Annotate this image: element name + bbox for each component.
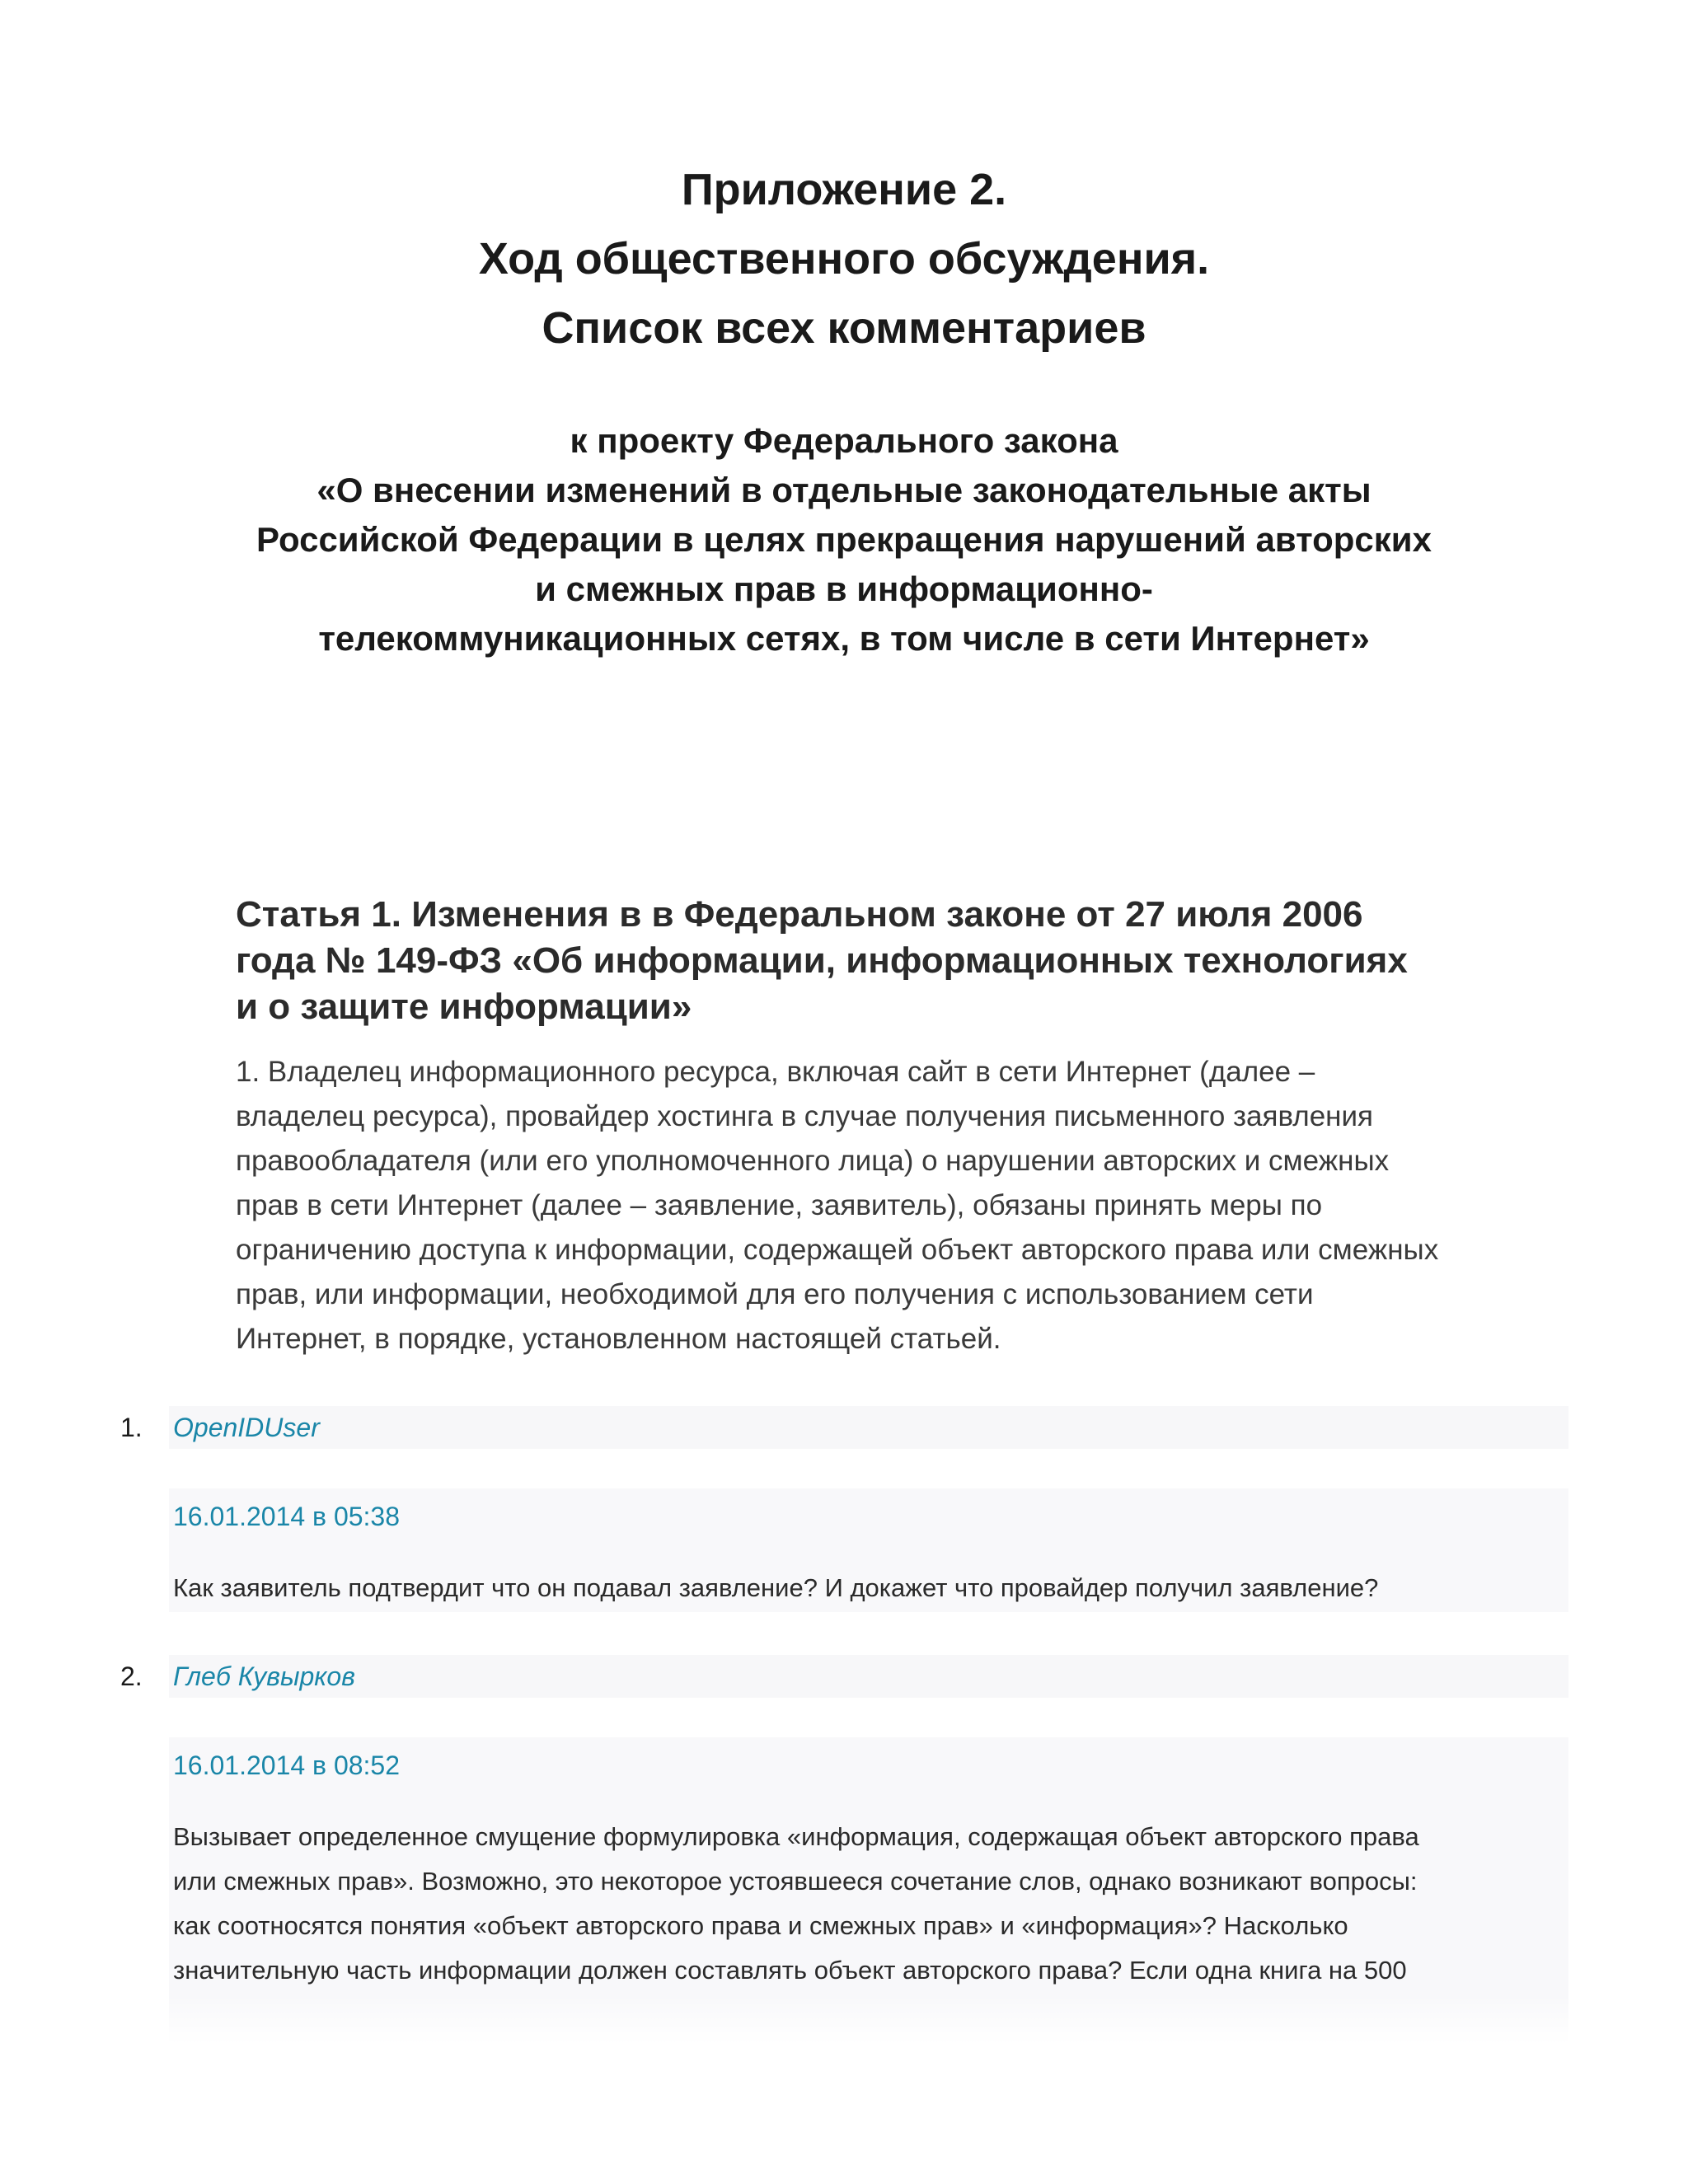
comment-number: 2. <box>120 1661 143 1691</box>
article-text-line: прав в сети Интернет (далее – заявление, заявитель), обязаны принять меры по <box>236 1189 1323 1221</box>
article-text-line: прав, или информации, необходимой для его получения с использованием сети <box>236 1278 1314 1310</box>
title-line: Ход общественного обсуждения. <box>478 234 1210 284</box>
article-title-line: года № 149-ФЗ «Об информации, информационных технологиях <box>236 940 1408 981</box>
article-text-line: правообладателя (или его уполномоченного лица) о нарушении авторских и смежных <box>236 1145 1390 1177</box>
article-text-line: ограничению доступа к информации, содержащей объект авторского права или смежных <box>236 1234 1439 1266</box>
comment-text <box>173 1566 1533 1610</box>
article-text <box>236 1050 1571 1361</box>
subtitle-line: Российской Федерации в целях прекращения нарушений авторских <box>256 520 1432 559</box>
article-text-line: 1. Владелец информационного ресурса, включая сайт в сети Интернет (далее – <box>236 1056 1315 1088</box>
article-title-line: и о защите информации» <box>236 987 692 1027</box>
comment-text-line: Вызывает определенное смущение формулировка «информация, содержащая объект авторского права <box>173 1822 1419 1851</box>
comment-text-line: как соотносятся понятия «объект авторского права и смежных прав» и «информация»? Насколько <box>173 1911 1348 1940</box>
comment-body <box>169 1737 1568 1997</box>
title-line: Приложение 2. <box>681 165 1007 214</box>
page-subtitle <box>0 416 1688 663</box>
article-title <box>236 892 1571 1030</box>
comment-number: 1. <box>120 1413 143 1442</box>
article-section <box>236 892 1571 1361</box>
article-title-line: Статья 1. Изменения в в Федеральном законе от 27 июля 2006 <box>236 894 1363 935</box>
comment-text-line: значительную часть информации должен составлять объект авторского права? Если одна книга на 500 <box>173 1956 1407 1985</box>
subtitle-line: телекоммуникационных сетях, в том числе в сети Интернет» <box>318 619 1370 658</box>
comment-date: 16.01.2014 в 08:52 <box>173 1750 401 1780</box>
page-title <box>0 155 1688 363</box>
comment-text-line: Как заявитель подтвердит что он подавал заявление? И докажет что провайдер получил заявление? <box>173 1573 1379 1602</box>
article-text-line: владелец ресурса), провайдер хостинга в случае получения письменного заявления <box>236 1100 1373 1132</box>
comment-author-bar <box>169 1655 1568 1698</box>
comment-author-link[interactable]: OpenIDUser <box>173 1413 320 1442</box>
subtitle-line: к проекту Федерального закона <box>570 421 1118 460</box>
comment-fade <box>169 1994 1568 2044</box>
comment-body <box>169 1488 1568 1612</box>
article-text-line: Интернет, в порядке, установленном настоящей статьей. <box>236 1323 1001 1355</box>
title-line: Список всех комментариев <box>542 303 1146 353</box>
subtitle-line: «О внесении изменений в отдельные законодательные акты <box>316 471 1372 509</box>
comment-text <box>173 1815 1533 1993</box>
comment-author-link[interactable]: Глеб Кувырков <box>173 1661 355 1691</box>
comment-date: 16.01.2014 в 05:38 <box>173 1502 401 1531</box>
comment-author-bar <box>169 1406 1568 1449</box>
comment-text-line: или смежных прав». Возможно, это некоторое устоявшееся сочетание слов, однако возникают вопросы: <box>173 1867 1418 1896</box>
subtitle-line: и смежных прав в информационно- <box>535 569 1153 608</box>
